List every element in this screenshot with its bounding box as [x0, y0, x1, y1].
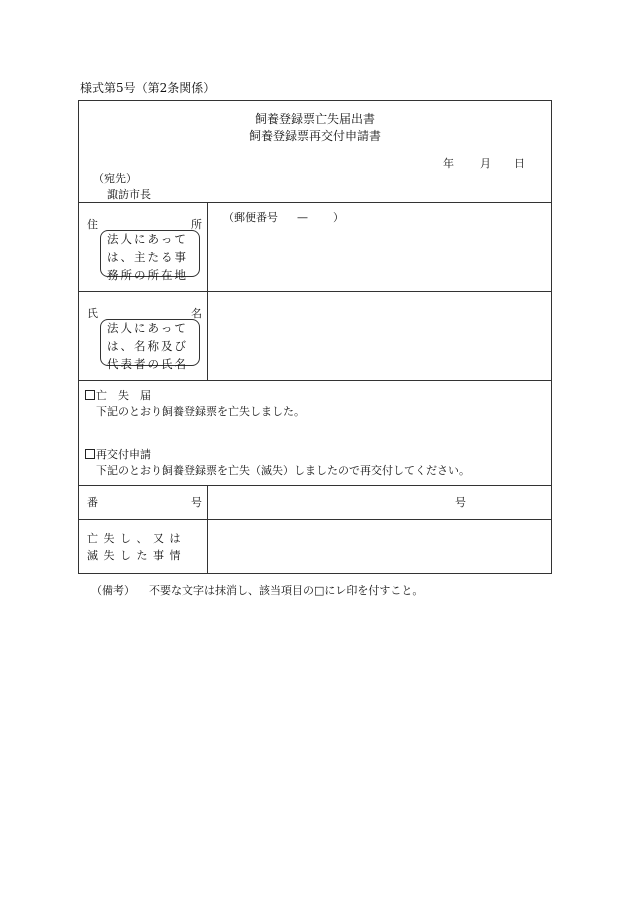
address-note-line1: 法人にあって: [107, 232, 188, 246]
column-divider: [207, 485, 208, 574]
form-title: 飼養登録票亡失届出書: [254, 112, 375, 126]
reason-label-line1: 亡 失 し 、 又 は: [87, 532, 182, 545]
form-number: 様式第5号（第2条関係）: [80, 81, 216, 95]
postal-close: ）: [333, 211, 344, 224]
row-divider: [79, 202, 551, 203]
name-label-left: 氏: [87, 307, 98, 320]
option-reissue-text: 下記のとおり飼養登録票を亡失（滅失）しましたので再交付してください。: [96, 464, 470, 477]
name-label-right: 名: [191, 307, 202, 320]
remarks-text: 不要な文字は抹消し、該当項目の□にレ印を付すこと。: [149, 584, 424, 597]
number-input-area[interactable]: [209, 488, 449, 516]
postal-label: （郵便番号: [223, 211, 278, 224]
address-input-area[interactable]: [209, 229, 549, 287]
address-label-right: 所: [191, 218, 202, 231]
option-reissue[interactable]: [85, 449, 151, 460]
row-divider: [79, 380, 551, 381]
row-divider: [79, 291, 551, 292]
addressee: 諏訪市長: [107, 188, 151, 201]
date-month: 月: [480, 157, 491, 170]
name-note-line3: 代表者の氏名: [107, 357, 188, 371]
address-note-line3: 務所の所在地: [107, 268, 188, 282]
address-label-left: 住: [87, 218, 98, 231]
name-input-area[interactable]: [209, 295, 549, 377]
reason-label-line2: 滅 失 し た 事 情: [87, 549, 182, 562]
row-divider: [79, 485, 551, 486]
option-reissue-label: 再交付申請: [96, 448, 151, 461]
date-day: 日: [514, 157, 525, 170]
remarks-label: （備考）: [91, 584, 135, 597]
option-lost-notice[interactable]: [85, 390, 151, 401]
reason-input-area[interactable]: [209, 522, 549, 572]
name-note-line1: 法人にあって: [107, 321, 188, 335]
row-divider: [79, 519, 551, 520]
option-lost-text: 下記のとおり飼養登録票を亡失しました。: [96, 405, 305, 418]
postal-dash: —: [297, 211, 308, 224]
form-subtitle: 飼養登録票再交付申請書: [248, 129, 381, 143]
address-note-line2: は、主たる事: [107, 250, 188, 264]
column-divider: [207, 202, 208, 380]
date-year: 年: [443, 157, 454, 170]
number-suffix: 号: [455, 496, 466, 509]
checkbox-icon[interactable]: [85, 390, 95, 400]
number-label-left: 番: [87, 496, 98, 509]
option-lost-label: 亡 失 届: [96, 389, 151, 402]
form-table: [78, 100, 552, 574]
addressee-label: （宛先）: [93, 172, 137, 185]
checkbox-icon[interactable]: [85, 449, 95, 459]
name-note-line2: は、名称及び: [107, 339, 188, 353]
number-label-right: 号: [191, 496, 202, 509]
